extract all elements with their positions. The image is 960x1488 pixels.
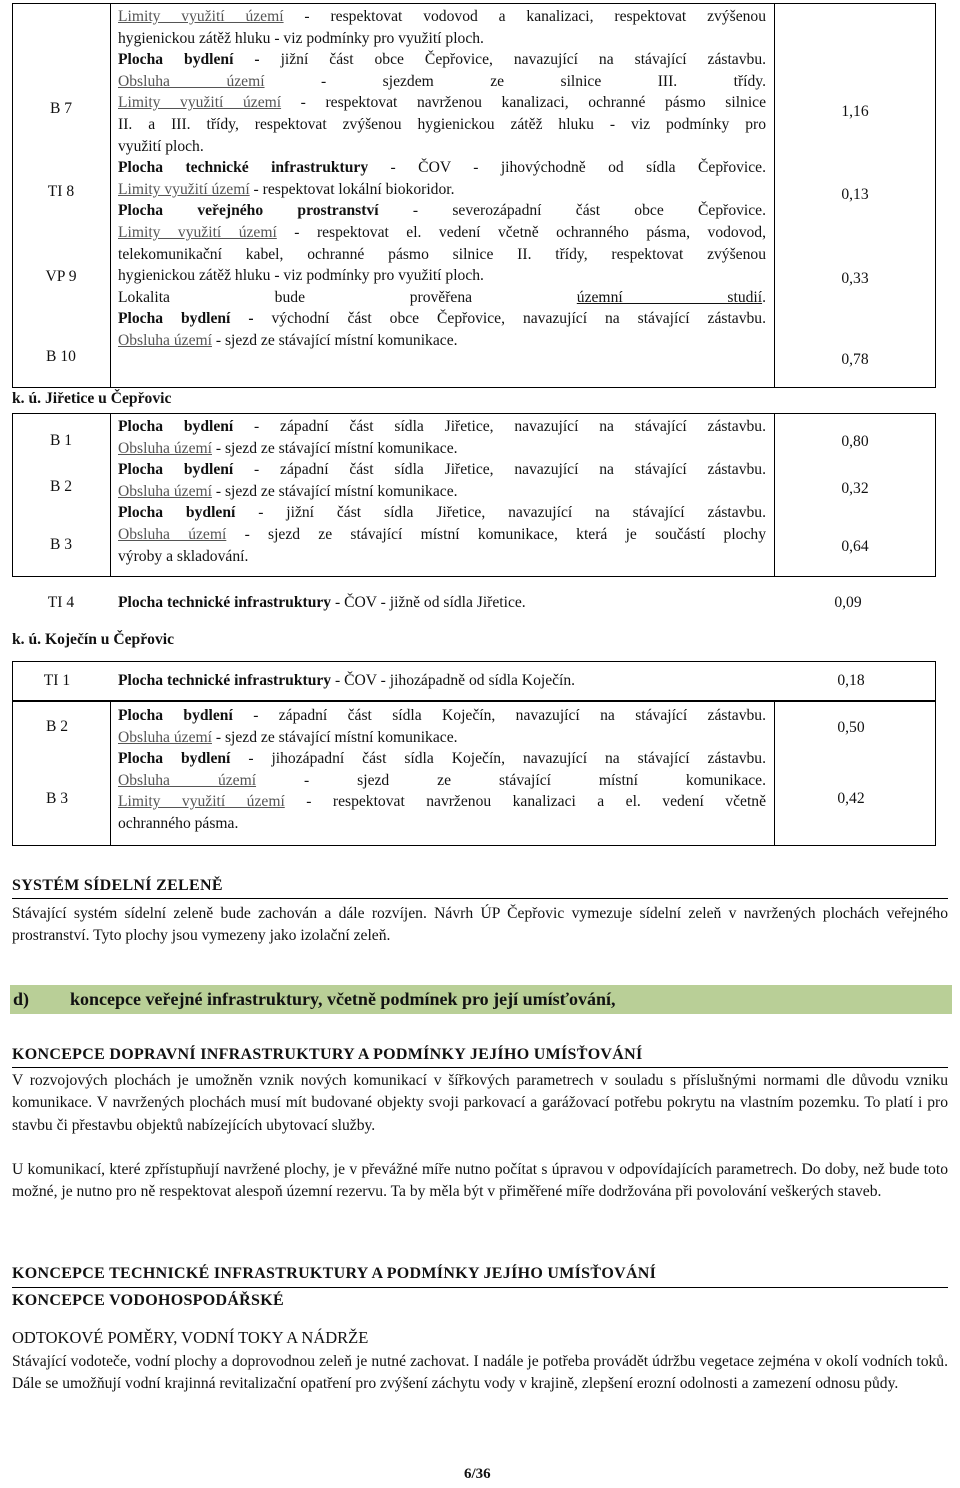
row-code: B 2 — [45, 718, 69, 735]
text-line — [118, 727, 766, 749]
row-area: 0,80 — [841, 433, 869, 450]
row-description — [118, 6, 766, 352]
row-area: 0,42 — [837, 790, 865, 807]
text: - západní část sídla Jiřetice, navazující na stávající zástavbu. — [233, 461, 766, 479]
text: telekomunikační kabel, ochranné pásmo silnice II. třídy, respektovat zvýšenou — [118, 245, 766, 263]
label-bold: Plocha bydlení — [118, 707, 233, 724]
text-line — [118, 416, 766, 438]
row-code: B 3 — [45, 790, 69, 807]
transport-paragraph-1: V rozvojových plochách je umožněn vznik nových komunikací v šířkových parametrech v souladu s příslušnými normami dle důvodu vzniku komunikace. V navržených plochách musí mít budované objekty svoji parkovací a garážovací potřebu pokrytu na vlastním pozemku. To platí i pro stavbu či přestavbu objektů nabízejících ubytovací služby. — [12, 1072, 948, 1134]
text-line — [118, 179, 766, 201]
table-kojecin-divider-left — [110, 701, 111, 846]
row-description — [118, 592, 766, 614]
table-kojecin-divider-right — [774, 701, 775, 846]
text-line — [118, 136, 766, 158]
row-area: 1,16 — [841, 103, 869, 120]
table-jiretice-divider-right — [774, 413, 775, 577]
text: - sjezd ze stávající místní komunikace. — [211, 331, 458, 349]
text: - sjezd ze stávající místní komunikace. — [211, 439, 458, 457]
text-line — [118, 265, 766, 287]
row-area: 0,50 — [837, 719, 865, 736]
heading-underline — [12, 1067, 948, 1068]
text: . — [762, 288, 766, 306]
text-line — [118, 592, 766, 614]
text: jižní část obce Čepřovice, navazující na stávající zástavbu. — [259, 51, 767, 69]
text-line — [118, 546, 766, 568]
text-line — [118, 748, 766, 770]
text-line — [118, 813, 766, 835]
text: - sjezd ze stávající místní komunikace. — [256, 771, 766, 789]
page-number: 6/36 — [464, 1466, 491, 1482]
label-bold: Plocha bydlení - — [118, 51, 260, 69]
text-line — [118, 6, 766, 28]
text: - respektovat vodovod a kanalizaci, respektovat zvýšenou — [283, 8, 767, 25]
text-line — [118, 114, 766, 136]
label-underlined: Obsluha území — [118, 439, 212, 457]
water-paragraph: Stávající vodoteče, vodní plochy a doprovodnou zeleň je nutné zachovat. I nadále je potřeba provádět údržbu vegetace zejména v okolí vodních toků. Dále se umožňují vodní krajinná revitalizační opatření pro zvýšení záchytu vody v krajině, zlepšení erozní odolnosti a zamezení odnosu půdy. — [12, 1353, 948, 1393]
text: - respektovat navrženou kanalizaci, ochranné pásmo silnice — [281, 94, 766, 112]
text-line — [118, 330, 766, 352]
text: - respektovat lokální biokoridor. — [249, 180, 455, 198]
text: - sjezd ze stávající místní komunikace. — [211, 482, 458, 500]
row-area: 0,09 — [834, 594, 862, 611]
label-underlined: Obsluha území — [118, 728, 212, 746]
text: - západní část sídla Jiřetice, navazující na stávající zástavbu. — [233, 418, 766, 435]
label-bold: Plocha veřejného prostranství — [118, 202, 379, 220]
row-area: 0,32 — [841, 480, 869, 497]
text: hygienickou zátěž hluku - viz podmínky pro využití ploch. — [118, 29, 484, 47]
label-underlined: Obsluha území — [118, 72, 265, 90]
row-area: 0,33 — [841, 270, 869, 287]
cadastral-heading-jiretice: k. ú. Jiřetice u Čepřovic — [12, 390, 172, 407]
section-d-letter: d) — [13, 989, 30, 1009]
row-code: TI 4 — [47, 594, 75, 611]
text-line — [118, 481, 766, 503]
cadastral-heading-kojecin: k. ú. Koječín u Čepřovic — [12, 631, 174, 648]
row-code: B 3 — [49, 536, 73, 553]
label-underlined: Obsluha území — [118, 482, 212, 500]
text-line — [118, 92, 766, 114]
label-underlined: Obsluha území — [118, 525, 227, 543]
label-bold: Plocha bydlení — [118, 750, 231, 768]
text: II. a III. třídy, respektovat zvýšenou hygienickou zátěž hluku - viz podmínky pro — [118, 115, 766, 133]
row-description — [118, 705, 766, 835]
text-line — [118, 287, 766, 309]
section-heading-transport: KONCEPCE DOPRAVNÍ INFRASTRUKTURY A PODMÍNKY JEJÍHO UMÍSŤOVÁNÍ — [12, 1046, 643, 1063]
text-line — [118, 157, 766, 179]
text-line — [118, 524, 766, 546]
label-bold: Plocha bydlení — [118, 504, 236, 522]
text-line — [118, 222, 766, 244]
text: - sjezd ze stávající místní komunikace, která je součástí plochy — [226, 525, 766, 543]
text: východní část obce Čepřovice, navazující na stávající zástavbu. — [253, 310, 766, 328]
text: využití ploch. — [118, 137, 204, 155]
text-line — [118, 71, 766, 93]
label-underlined: Limity využití území — [118, 223, 277, 241]
label-underlined: Obsluha území — [118, 771, 257, 789]
text-line — [118, 49, 766, 71]
table-jiretice-divider-left — [110, 413, 111, 577]
text: ochranného pásma. — [118, 814, 239, 832]
text-line — [118, 502, 766, 524]
text: - ČOV - jihozápadně od sídla Koječín. — [331, 672, 576, 689]
text-line — [118, 670, 766, 692]
text: výroby a skladování. — [118, 547, 249, 565]
section-heading-greenery: SYSTÉM SÍDELNÍ ZELENĚ — [12, 877, 223, 894]
text: - jihozápadní část sídla Koječín, navazující na stávající zástavbu. — [230, 750, 766, 768]
section-d-title: koncepce veřejné infrastruktury, včetně podmínek pro její umísťování, — [70, 989, 616, 1009]
row-area: 0,78 — [841, 351, 869, 368]
label-underlined: Obsluha území — [118, 331, 212, 349]
row-area: 0,13 — [841, 186, 869, 203]
row-code: TI 8 — [47, 183, 75, 200]
table-top-divider-left — [110, 3, 111, 388]
text-line — [118, 200, 766, 222]
text: - sjezdem ze silnice III. třídy. — [264, 72, 766, 90]
label-underlined: Limity využití území — [118, 8, 284, 25]
text-line — [118, 308, 766, 330]
text: - ČOV - jižně od sídla Jiřetice. — [331, 594, 526, 611]
section-heading-technical: KONCEPCE TECHNICKÉ INFRASTRUKTURY A PODMÍNKY JEJÍHO UMÍSŤOVÁNÍ — [12, 1265, 657, 1282]
row-area: 0,18 — [837, 672, 865, 689]
label-bold: Plocha technické infrastruktury — [118, 159, 369, 177]
text: - respektovat el. vedení včetně ochranného pásma, vodovod, — [276, 223, 767, 241]
row-code: B 7 — [49, 100, 73, 117]
table-top-divider-right — [774, 3, 775, 388]
text-line — [118, 791, 766, 813]
text: hygienickou zátěž hluku - viz podmínky pro využití ploch. — [118, 267, 484, 285]
text: - respektovat navrženou kanalizaci a el. vedení včetně — [284, 793, 766, 811]
transport-paragraph-2: U komunikací, které zpřístupňují navržené plochy, je v převážné míře nutno počítat s úpravou v odpovídajících parametrech. Do doby, než bude toto možné, je nutno pro ně respektovat alespoň územní rezervu. Ta by měla být v přiměřené míře dodržována při povolování veškerých staveb. — [12, 1161, 948, 1201]
row-code: VP 9 — [45, 268, 77, 285]
text-line — [118, 459, 766, 481]
text: - ČOV - jihovýchodně od sídla Čepřovice. — [368, 159, 766, 177]
label-bold: Plocha technické infrastruktury — [118, 594, 332, 611]
section-heading-water: KONCEPCE VODOHOSPODÁŘSKÉ — [12, 1292, 284, 1309]
text-line — [118, 705, 766, 727]
text-line — [118, 28, 766, 50]
row-code: B 1 — [49, 432, 73, 449]
label-underlined: Limity využití území — [118, 793, 285, 811]
row-code: B 10 — [46, 348, 76, 365]
row-code: TI 1 — [43, 672, 71, 689]
subheading-water-bodies: ODTOKOVÉ POMĚRY, VODNÍ TOKY A NÁDRŽE — [12, 1328, 369, 1347]
text: - jižní část sídla Jiřetice, navazující na stávající zástavbu. — [235, 504, 766, 522]
label-bold: Plocha bydlení — [118, 461, 234, 479]
heading-underline — [12, 1287, 948, 1288]
label-bold: Plocha bydlení — [118, 418, 234, 435]
label-bold: Plocha bydlení - — [118, 310, 254, 328]
label-underlined: územní studií — [576, 288, 763, 306]
text-line — [118, 438, 766, 460]
text: - západní část sídla Koječín, navazující na stávající zástavbu. — [232, 707, 766, 724]
heading-underline — [12, 898, 948, 899]
label-underlined: Limity využití území — [118, 94, 282, 112]
label-underlined: Limity využití území — [118, 180, 250, 198]
greenery-paragraph: Stávající systém sídelní zeleně bude zachován a dále rozvíjen. Návrh ÚP Čepřovic vymezuje sídelní zeleň v navržených plochách veřejného prostranství. Tyto plochy jsou vymezeny jako izolační zeleň. — [12, 905, 948, 945]
row-area: 0,64 — [841, 538, 869, 555]
label-bold: Plocha technické infrastruktury — [118, 672, 332, 689]
text: - sjezd ze stávající místní komunikace. — [211, 728, 458, 746]
row-description — [118, 670, 766, 692]
row-code: B 2 — [49, 478, 73, 495]
text: Lokalita bude prověřena — [118, 288, 577, 306]
text-line — [118, 244, 766, 266]
text-line — [118, 770, 766, 792]
text: - severozápadní část obce Čepřovice. — [378, 202, 767, 220]
row-description — [118, 416, 766, 567]
